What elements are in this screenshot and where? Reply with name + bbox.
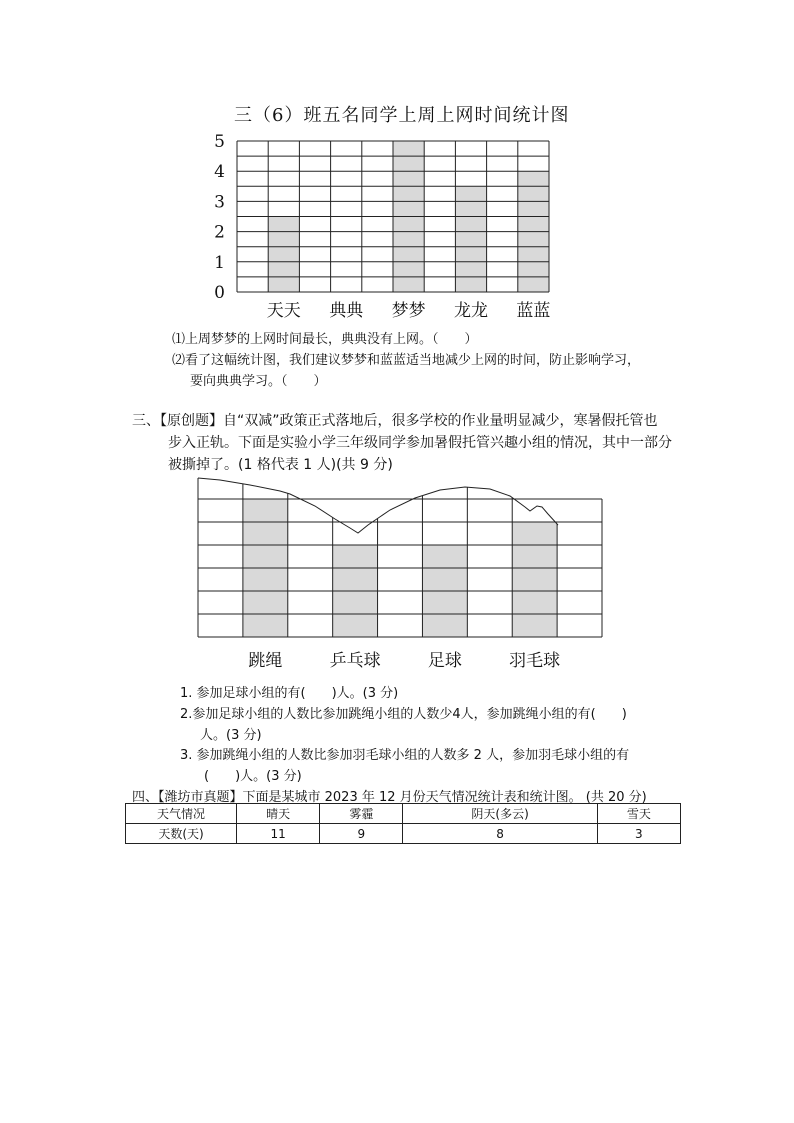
table-cell: 9 <box>320 824 403 844</box>
table-cell: 天气情况 <box>126 804 237 824</box>
sec3-q3-line1: 3. 参加跳绳小组的人数比参加羽毛球小组的人数多 2 人，参加羽毛球小组的有 <box>180 748 630 763</box>
sec3-heading-line3: 被撕掉了。(1 格代表 1 人)(共 9 分) <box>168 457 393 473</box>
x-tick-label: 龙龙 <box>454 301 488 321</box>
y-tick-label: 0 <box>214 283 225 303</box>
y-tick-label: 5 <box>214 132 225 152</box>
sec3-q2-line2: 人。(3 分) <box>200 728 262 743</box>
x-tick-label: 蓝蓝 <box>516 301 551 321</box>
x-tick-label: 天天 <box>266 301 301 321</box>
table-cell: 11 <box>237 824 320 844</box>
table-cell: 阴天(多云) <box>403 804 597 824</box>
table-cell: 晴天 <box>237 804 320 824</box>
x-tick-label: 乒乓球 <box>329 651 381 671</box>
x-tick-label: 羽毛球 <box>509 651 561 671</box>
sec2-q2-line2: 要向典典学习。（ ） <box>190 374 327 389</box>
table-row <box>126 824 681 844</box>
chart1-bar-chart <box>200 130 600 325</box>
y-tick-label: 3 <box>214 192 225 213</box>
sec3-q2-line1: 2.参加足球小组的人数比参加跳绳小组的人数少4人，参加跳绳小组的有( ) <box>180 707 627 722</box>
y-tick-label: 1 <box>214 252 225 273</box>
x-tick-label: 梦梦 <box>391 301 426 321</box>
x-tick-label: 跳绳 <box>248 651 283 671</box>
x-tick-label: 典典 <box>329 301 364 321</box>
weather-table <box>125 803 681 844</box>
sec2-q2-line1: ⑵看了这幅统计图，我们建议梦梦和蓝蓝适当地减少上网的时间，防止影响学习， <box>172 353 641 368</box>
y-tick-label: 4 <box>214 162 225 183</box>
bar <box>455 186 486 292</box>
sec3-heading-line2: 步入正轨。下面是实验小学三年级同学参加暑假托管兴趣小组的情况，其中一部分 <box>168 435 672 451</box>
bar <box>268 217 299 293</box>
table-cell: 8 <box>403 824 597 844</box>
sec4-heading: 四、【潍坊市真题】下面是某城市 2023 年 12 月份天气情况统计表和统计图。 (共 20 分) <box>132 790 647 805</box>
chart2-torn-bar-chart <box>190 470 620 680</box>
table-cell: 雪天 <box>597 804 680 824</box>
y-tick-label: 2 <box>214 222 225 243</box>
sec3-q3-line2: ( )人。(3 分) <box>204 769 302 784</box>
chart1-title: 三（6）班五名同学上周上网时间统计图 <box>234 105 570 126</box>
sec3-heading-line1: 三、【原创题】自“双减”政策正式落地后，很多学校的作业量明显减少，寒暑假托管也 <box>132 413 658 429</box>
x-tick-label: 足球 <box>427 651 462 671</box>
bar <box>512 522 557 637</box>
table-cell: 天数(天) <box>126 824 237 844</box>
table-cell: 雾霾 <box>320 804 403 824</box>
table-cell: 3 <box>597 824 680 844</box>
sec3-q1: 1. 参加足球小组的有( )人。(3 分) <box>180 686 399 701</box>
table-row <box>126 804 681 824</box>
sec2-q1: ⑴上周梦梦的上网时间最长，典典没有上网。（ ） <box>172 332 478 347</box>
